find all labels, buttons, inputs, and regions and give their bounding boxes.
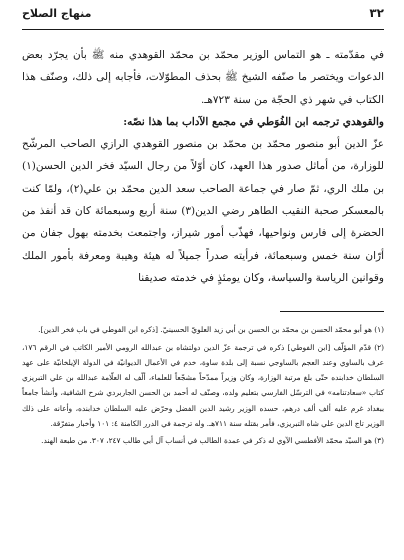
page-number: ٣٢ bbox=[369, 6, 384, 20]
paragraph-quote: عزّ الدين أبو منصور محمّد بن محمّد بن منصور القوهدي الرازي الصاحب المرشّح للوزارة، من أماثل صدور هذا العهد، كان أوّلاً من رجال السيّد فخر الدين الحسن(١) بن ملك الري، ثمّ صار في جماعة الصاحب سعد الدين محمّد بن علي(٢)، ولمّا كنت بالمعسكر صحبة النقيب الطاهر رضي الدين(٣) سنة أربع وسبعمائة كان قد أنفذ من الحضرة إلى فارس ونواحيها، فهذّب أمور شيراز، واجتمعت بخدمته بهول جفان من أرّان سنة خمس وسبعمائة، فرأيته صدراً جميلاً له هيئة وهيبة ومعرفة بأمور الملك وقوانين الرياسة والسياسة، وكان يومئذٍ في خدمته صديقنا bbox=[22, 138, 384, 284]
footnote-separator bbox=[280, 311, 384, 312]
running-title: منهاج الصلاح bbox=[22, 7, 92, 20]
footnote-3: (٣) هو السيّد محمّد الأفطسي الآوي له ذكر في عمدة الطالب في أنساب آل أبي طالب ٢٤٧، ٣٠٧. من طبعة الهند. bbox=[41, 436, 384, 446]
main-text bbox=[22, 44, 384, 289]
paragraph-intro: في مقدّمته ـ هو التماس الوزير محمّد بن محمّد القوهدي منه ﷺ بأن يجرّد بعض الدعوات ويختصر ما صنّفه الشيخ ﷺ بحذف المطوّلات، فأجابه إلى ذلك، وصنّف هذا الكتاب في شهر ذي الحجّة من سنة ٧٢٣هـ. bbox=[22, 49, 384, 106]
paragraph-heading: والقوهدي ترجمه ابن الفُوَطي في مجمع الآداب بما هذا نصّه: bbox=[123, 115, 384, 128]
footnote-1: (١) هو أبو محمّد الحسن بن محمّد بن الحسن بن أبي زيد العلويّ الحسينيّ. [ذكره ابن الفوطي في باب فخر الدين]. bbox=[38, 325, 384, 335]
footnote-2: (٢) قدّم المؤلّف [ابن الفوطي] ذكره في ترجمة عزّ الدين دولتشاه بن عبدالله الرومي الأمير الكاتب في الرقم ١٧٦، عرف بالساوي وعند العجم بالساوجي نسبة إلى بلدة ساوة، خدم في الأعمال الديوانيّة في الدولة الإيلخانيّة على عهد السلطان خدابنده حتّى بلغ مرتبة الوزارة، وكان وزيراً ممدّحاً مشجّعاً للعلماء، ألّف له العلّامة عبدالله بن علي التبريزي كتاب «سعادتنامه» في الترسّل الفارسي بتعليم ولده، وصنّف له أحمد بن الحسن الجاربردي شرح الشافية، وأنشأ جامعاً ببغداد غرم عليه ألف ألف درهم، حسده الوزير رشيد الدين الفضل وحرّض عليه السلطان خدابنده، وأعانه على ذلك الوزير تاج الدين علي شاه التبريزي، فأمر بقتله سنة ٧١١هـ. وله ترجمة في الدرر الكامنة ٤: ١٠١ وأخبار متفرّقة. bbox=[22, 342, 384, 429]
page-header bbox=[22, 6, 384, 28]
footnotes bbox=[22, 322, 384, 448]
book-page bbox=[22, 6, 384, 451]
header-rule bbox=[22, 29, 384, 30]
